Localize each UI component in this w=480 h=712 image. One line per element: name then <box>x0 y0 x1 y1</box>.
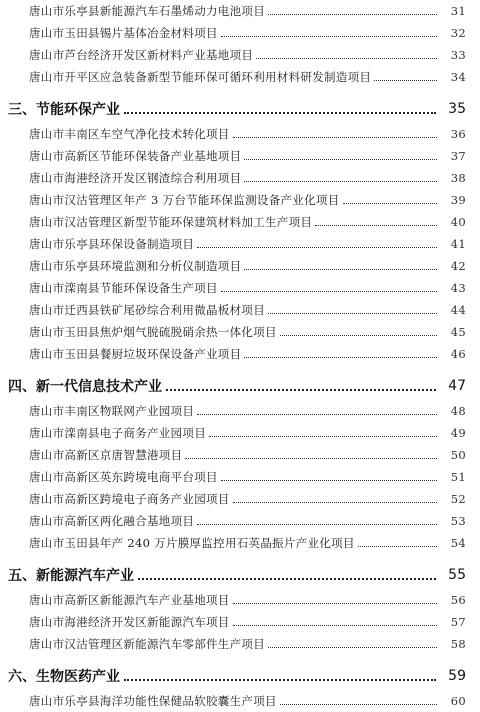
section-title: 三、节能环保产业 <box>8 101 120 118</box>
toc-entry[interactable] <box>0 589 480 611</box>
dot-leader <box>221 35 437 37</box>
toc-section-heading[interactable] <box>0 371 480 400</box>
toc-section-heading[interactable] <box>0 94 480 123</box>
entry-title: 唐山市玉田县焦炉烟气脱硫脱硝余热一体化项目 <box>29 325 277 339</box>
entry-title: 唐山市芦台经济开发区新材料产业基地项目 <box>29 48 254 62</box>
dot-leader <box>124 111 436 114</box>
dot-leader <box>233 624 437 626</box>
dot-leader <box>358 545 437 547</box>
page-number: 58 <box>450 637 466 651</box>
dot-leader <box>244 268 437 270</box>
page-number: 44 <box>450 303 466 317</box>
dot-leader <box>280 703 437 705</box>
dot-leader <box>138 577 436 580</box>
entry-title: 唐山市丰南区物联网产业园项目 <box>29 404 195 418</box>
dot-leader <box>244 158 437 160</box>
entry-title: 唐山市高新区跨境电子商务产业园项目 <box>29 492 230 506</box>
entry-title: 唐山市玉田县餐厨垃圾环保设备产业项目 <box>29 347 242 361</box>
dot-leader <box>124 678 436 681</box>
page-number: 37 <box>450 149 466 163</box>
entry-title: 唐山市汉沽管理区年产 3 万台节能环保监测设备产业化项目 <box>29 193 340 207</box>
entry-title: 唐山市乐亭县环保设备制造项目 <box>29 237 195 251</box>
entry-title: 唐山市丰南区车空气净化技术转化项目 <box>29 127 230 141</box>
page-number: 34 <box>450 70 466 84</box>
toc-entry[interactable] <box>0 277 480 299</box>
page-number: 42 <box>450 259 466 273</box>
page-number: 35 <box>448 100 466 117</box>
entry-title: 唐山市海港经济开发区新能源汽车项目 <box>29 615 230 629</box>
toc-entry[interactable] <box>0 0 480 22</box>
entry-title: 唐山市高新区两化融合基地项目 <box>29 514 195 528</box>
page-number: 57 <box>450 615 466 629</box>
page-number: 49 <box>450 426 466 440</box>
entry-title: 唐山市迁西县铁矿尾砂综合利用微晶板材项目 <box>29 303 265 317</box>
entry-title: 唐山市乐亭县新能源汽车石墨烯动力电池项目 <box>29 4 265 18</box>
page-number: 47 <box>448 377 466 394</box>
dot-leader <box>268 646 437 648</box>
entry-title: 唐山市乐亭县环境监测和分析仪制造项目 <box>29 259 242 273</box>
entry-title: 唐山市汉沽管理区新能源汽车零部件生产项目 <box>29 637 265 651</box>
dot-leader <box>221 479 437 481</box>
dot-leader <box>166 388 436 391</box>
page-number: 60 <box>450 694 466 708</box>
dot-leader <box>185 457 437 459</box>
page-number: 32 <box>450 26 466 40</box>
dot-leader <box>233 501 437 503</box>
entry-title: 唐山市乐亭县海洋功能性保健品软胶囊生产项目 <box>29 694 277 708</box>
entry-title: 唐山市高新区京唐智慧港项目 <box>29 448 183 462</box>
entry-title: 唐山市开平区应急装备新型节能环保可循环利用材料研发制造项目 <box>29 70 372 84</box>
entry-title: 唐山市汉沽管理区新型节能环保建筑材料加工生产项目 <box>29 215 313 229</box>
dot-leader <box>197 246 437 248</box>
dot-leader <box>209 435 437 437</box>
toc-entry[interactable] <box>0 690 480 712</box>
entry-title: 唐山市滦南县节能环保设备生产项目 <box>29 281 218 295</box>
toc-entry[interactable] <box>0 44 480 66</box>
section-title: 五、新能源汽车产业 <box>8 567 134 584</box>
toc-entry[interactable] <box>0 633 480 655</box>
toc-entry[interactable] <box>0 422 480 444</box>
page-number: 38 <box>450 171 466 185</box>
entry-title: 唐山市高新区英东跨境电商平台项目 <box>29 470 218 484</box>
dot-leader <box>315 224 437 226</box>
page-number: 40 <box>450 215 466 229</box>
toc-entry[interactable] <box>0 488 480 510</box>
toc-entry[interactable] <box>0 611 480 633</box>
toc-section-heading[interactable] <box>0 661 480 690</box>
entry-title: 唐山市海港经济开发区钢渣综合利用项目 <box>29 171 242 185</box>
dot-leader <box>197 413 437 415</box>
dot-leader <box>256 57 437 59</box>
page-number: 41 <box>450 237 466 251</box>
dot-leader <box>233 602 437 604</box>
page-number: 31 <box>450 4 466 18</box>
dot-leader <box>233 136 437 138</box>
entry-title: 唐山市高新区节能环保装备产业基地项目 <box>29 149 242 163</box>
page-number: 45 <box>450 325 466 339</box>
dot-leader <box>221 290 437 292</box>
toc-entry[interactable] <box>0 189 480 211</box>
page-number: 52 <box>450 492 466 506</box>
page-number: 33 <box>450 48 466 62</box>
entry-title: 唐山市高新区新能源汽车产业基地项目 <box>29 593 230 607</box>
toc-section-heading[interactable] <box>0 560 480 589</box>
page-number: 54 <box>450 536 466 550</box>
page-number: 56 <box>450 593 466 607</box>
dot-leader <box>343 202 437 204</box>
toc-entry[interactable] <box>0 510 480 532</box>
page-number: 48 <box>450 404 466 418</box>
page-number: 36 <box>450 127 466 141</box>
toc-entry[interactable] <box>0 233 480 255</box>
toc-entry[interactable] <box>0 444 480 466</box>
dot-leader <box>268 13 437 15</box>
section-title: 四、新一代信息技术产业 <box>8 378 162 395</box>
dot-leader <box>244 180 437 182</box>
section-title: 六、生物医药产业 <box>8 668 120 685</box>
page-number: 39 <box>450 193 466 207</box>
toc-entry[interactable] <box>0 466 480 488</box>
toc-entry[interactable] <box>0 211 480 233</box>
toc-entry[interactable] <box>0 66 480 88</box>
toc-entry[interactable] <box>0 145 480 167</box>
page-number: 51 <box>450 470 466 484</box>
dot-leader <box>280 334 437 336</box>
dot-leader <box>244 356 437 358</box>
toc-entry[interactable] <box>0 22 480 44</box>
toc-entry[interactable] <box>0 343 480 365</box>
entry-title: 唐山市滦南县电子商务产业园项目 <box>29 426 206 440</box>
page-number: 55 <box>448 566 466 583</box>
toc-entry[interactable] <box>0 299 480 321</box>
entry-title: 唐山市玉田县锡片基体冶金材料项目 <box>29 26 218 40</box>
toc-entry[interactable] <box>0 532 480 554</box>
entry-title: 唐山市玉田县年产 240 万片膜厚监控用石英晶振片产业化项目 <box>29 536 355 550</box>
dot-leader <box>374 79 437 81</box>
page-number: 53 <box>450 514 466 528</box>
toc-entry[interactable] <box>0 400 480 422</box>
page-number: 50 <box>450 448 466 462</box>
page-number: 46 <box>450 347 466 361</box>
dot-leader <box>197 523 437 525</box>
toc-entry[interactable] <box>0 321 480 343</box>
dot-leader <box>268 312 437 314</box>
page-number: 59 <box>448 667 466 684</box>
toc-entry[interactable] <box>0 123 480 145</box>
toc-entry[interactable] <box>0 167 480 189</box>
toc-entry[interactable] <box>0 255 480 277</box>
page-number: 43 <box>450 281 466 295</box>
